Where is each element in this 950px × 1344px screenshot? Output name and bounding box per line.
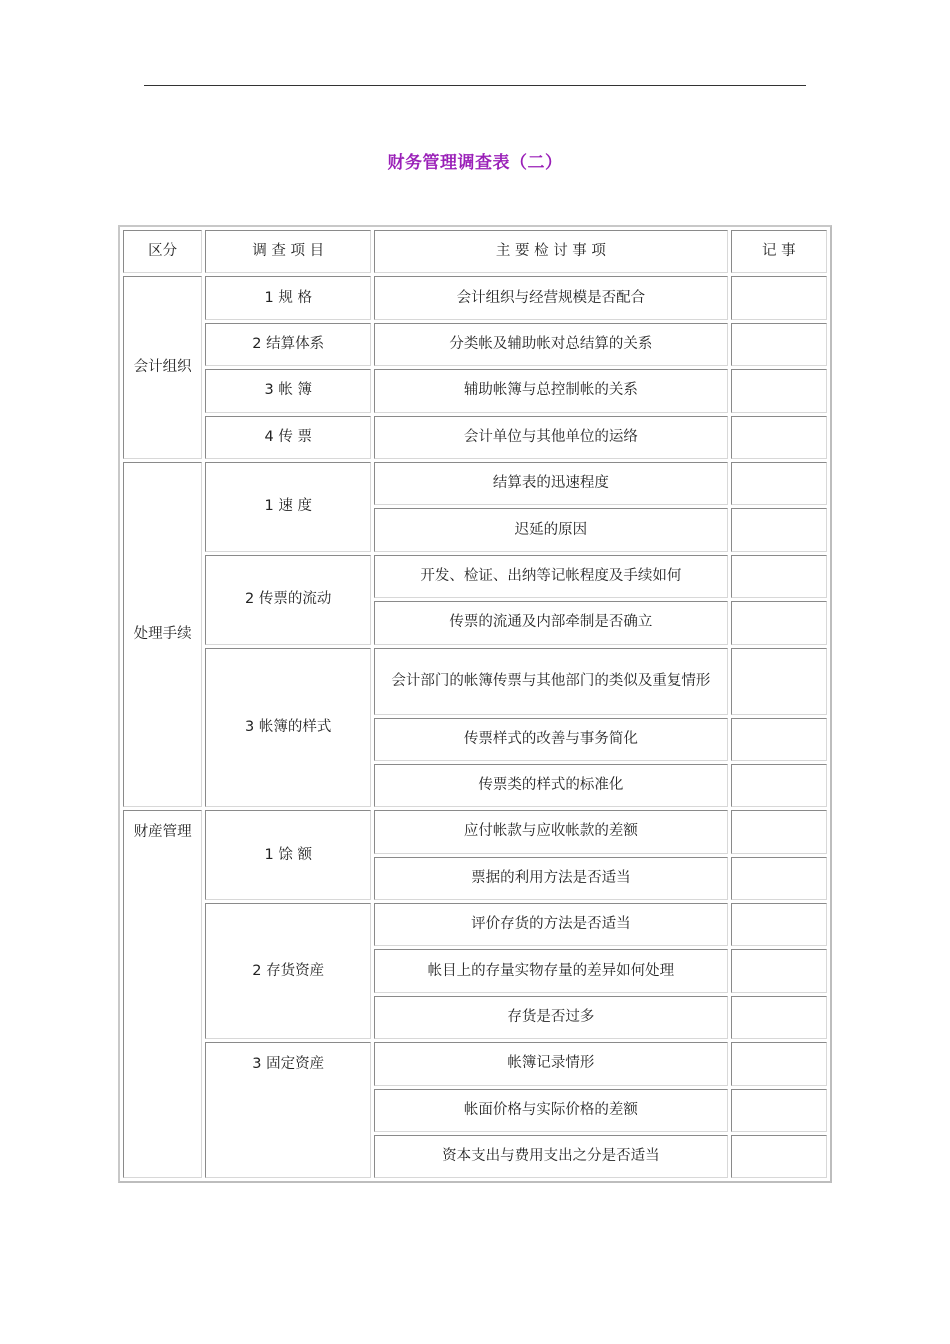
item-cell: 3 帐簿的样式 (205, 648, 371, 808)
header-item: 调 查 项 目 (205, 230, 371, 273)
matter-cell: 辅助帐簿与总控制帐的关系 (374, 369, 727, 412)
table-row (123, 810, 827, 853)
item-cell: 1 速 度 (205, 462, 371, 552)
top-rule (144, 85, 806, 86)
header-row (123, 230, 827, 273)
note-cell (731, 508, 827, 551)
item-cell: 2 传票的流动 (205, 555, 371, 645)
matter-cell: 票据的利用方法是否适当 (374, 857, 727, 900)
matter-cell: 结算表的迅速程度 (374, 462, 727, 505)
matter-cell: 传票类的样式的标准化 (374, 764, 727, 807)
table-row (123, 462, 827, 505)
matter-cell: 传票的流通及内部牵制是否确立 (374, 601, 727, 644)
note-cell (731, 323, 827, 366)
matter-cell: 会计单位与其他单位的运络 (374, 416, 727, 459)
note-cell (731, 810, 827, 853)
matter-cell: 传票样式的改善与事务简化 (374, 718, 727, 761)
header-note: 记 事 (731, 230, 827, 273)
item-cell: 1 规 格 (205, 276, 371, 319)
group-cell: 会计组织 (123, 276, 202, 459)
item-cell: 3 帐 簿 (205, 369, 371, 412)
matter-cell: 开发、检证、出纳等记帐程度及手续如何 (374, 555, 727, 598)
item-cell: 2 结算体系 (205, 323, 371, 366)
table-row (123, 416, 827, 459)
note-cell (731, 764, 827, 807)
note-cell (731, 949, 827, 992)
header-matter: 主 要 检 讨 事 项 (374, 230, 727, 273)
page-title: 财务管理调查表（二） (387, 153, 563, 173)
item-cell: 4 传 票 (205, 416, 371, 459)
matter-cell: 会计组织与经营规模是否配合 (374, 276, 727, 319)
table-row (123, 1042, 827, 1085)
note-cell (731, 416, 827, 459)
table-row (123, 276, 827, 319)
note-cell (731, 996, 827, 1039)
note-cell (731, 648, 827, 715)
note-cell (731, 857, 827, 900)
matter-cell: 存货是否过多 (374, 996, 727, 1039)
matter-cell: 资本支出与费用支出之分是否适当 (374, 1135, 727, 1178)
note-cell (731, 369, 827, 412)
note-cell (731, 555, 827, 598)
group-cell: 处理手续 (123, 462, 202, 807)
matter-cell: 会计部门的帐簿传票与其他部门的类似及重复情形 (374, 648, 727, 715)
header-section: 区分 (123, 230, 202, 273)
group-cell: 财産管理 (123, 810, 202, 1178)
note-cell (731, 1089, 827, 1132)
matter-cell: 分类帐及辅助帐对总结算的关系 (374, 323, 727, 366)
survey-table (118, 225, 832, 1183)
table-row (123, 903, 827, 946)
table-row (123, 369, 827, 412)
note-cell (731, 903, 827, 946)
item-cell: 1 馀 额 (205, 810, 371, 900)
matter-cell: 迟延的原因 (374, 508, 727, 551)
matter-cell: 评价存货的方法是否适当 (374, 903, 727, 946)
note-cell (731, 462, 827, 505)
item-cell: 2 存货资産 (205, 903, 371, 1039)
item-cell: 3 固定资産 (205, 1042, 371, 1178)
note-cell (731, 1135, 827, 1178)
matter-cell: 帐面价格与实际价格的差额 (374, 1089, 727, 1132)
matter-cell: 帐簿记录情形 (374, 1042, 727, 1085)
note-cell (731, 276, 827, 319)
matter-cell: 帐目上的存量实物存量的差异如何处理 (374, 949, 727, 992)
note-cell (731, 1042, 827, 1085)
matter-cell: 应付帐款与应收帐款的差额 (374, 810, 727, 853)
note-cell (731, 718, 827, 761)
table-row (123, 648, 827, 715)
table-row (123, 555, 827, 598)
note-cell (731, 601, 827, 644)
table-row (123, 323, 827, 366)
